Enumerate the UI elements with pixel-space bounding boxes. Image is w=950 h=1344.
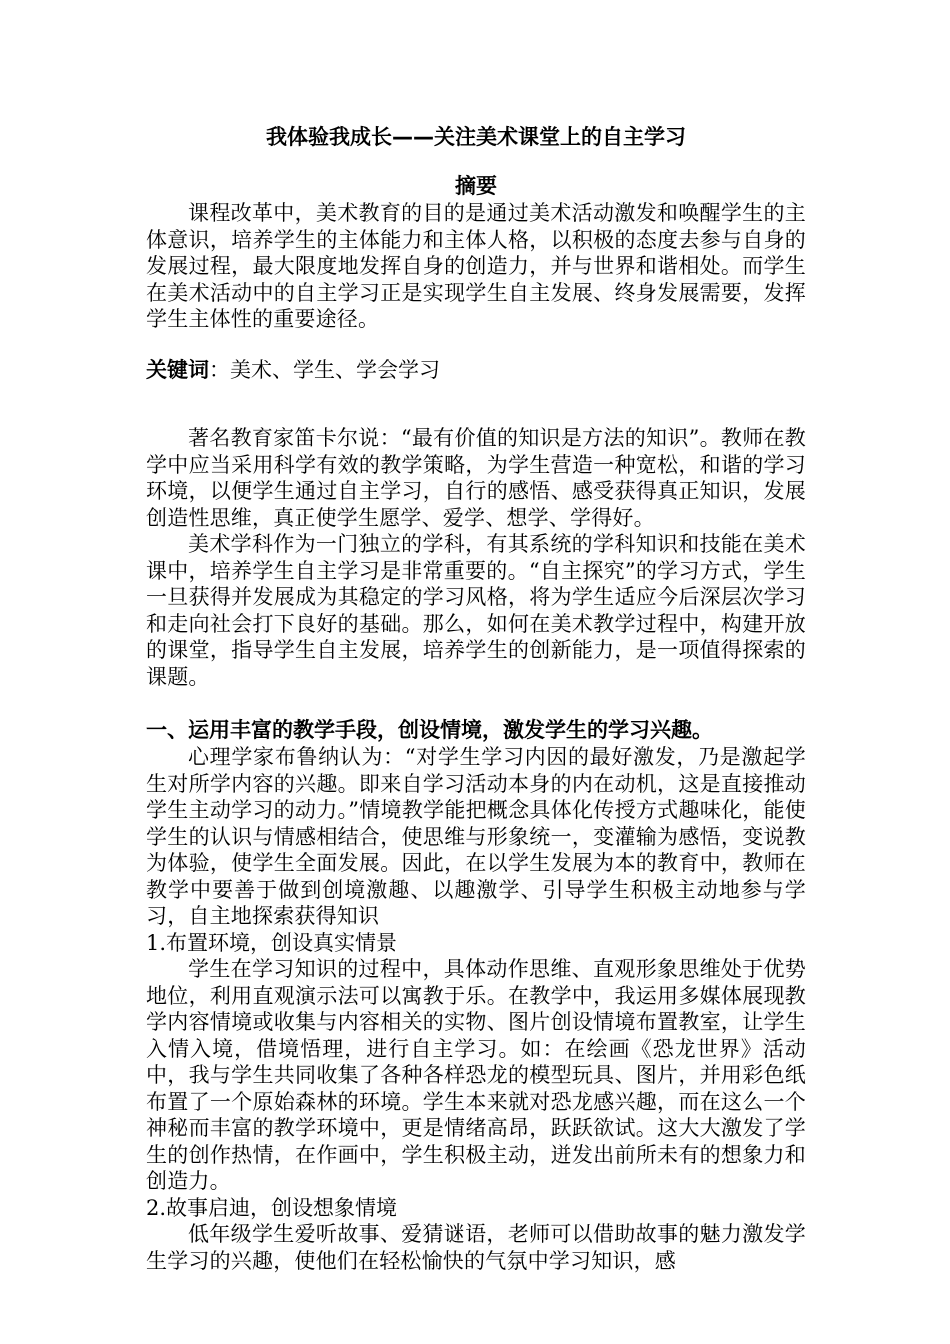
keywords-text: ：美术、学生、学会学习: [209, 357, 440, 382]
intro-paragraph: 美术学科作为一门独立的学科，有其系统的学科知识和技能在美术课中，培养学生自主学习是非常重要的。“自主探究”的学习方式，学生一旦获得并发展成为其稳定的学习风格，将为学生适应今后深层次学习和走向社会打下良好的基础。那么，如何在美术教学过程中，构建开放的课堂，指导学生自主发展，培养学生的创新能力，是一项值得探索的课题。: [146, 532, 806, 689]
keywords-line: [146, 357, 806, 384]
intro-paragraph: 著名教育家笛卡尔说：“最有价值的知识是方法的知识”。教师在教学中应当采用科学有效的教学策略，为学生营造一种宽松，和谐的学习环境，以便学生通过自主学习，自行的感悟、感受获得真正知识，发展创造性思维，真正使学生愿学、爱学、想学、学得好。: [146, 426, 806, 530]
subsection-paragraph: 低年级学生爱听故事、爱猜谜语，老师可以借助故事的魅力激发学生学习的兴趣，使他们在轻松愉快的气氛中学习知识，感: [146, 1222, 806, 1273]
document-title: 我体验我成长——关注美术课堂上的自主学习: [266, 125, 686, 149]
section-heading: 一、运用丰富的教学手段，创设情境，激发学生的学习兴趣。: [146, 718, 713, 742]
section-paragraph: 心理学家布鲁纳认为：“对学生学习内因的最好激发，乃是激起学生对所学内容的兴趣。即来自学习活动本身的内在动机，这是直接推动学生主动学习的动力。”情境教学能把概念具体化传授方式趣味化，能使学生的认识与情感相结合，使思维与形象统一，变灌输为感悟，变说教为体验，使学生全面发展。因此，在以学生发展为本的教育中，教师在教学中要善于做到创境激趣、以趣激学、引导学生积极主动地参与学习，自主地探索获得知识: [146, 745, 806, 928]
keywords-label: 关键词: [146, 357, 209, 382]
document-body: [146, 122, 806, 1274]
subsection-paragraph: 学生在学习知识的过程中，具体动作思维、直观形象思维处于优势地位，利用直观演示法可以寓教于乐。在教学中，我运用多媒体展现教学内容情境或收集与内容相关的实物、图片创设情境布置教室，让学生入情入境，借境悟理，进行自主学习。如：在绘画《恐龙世界》活动中，我与学生共同收集了各种各样恐龙的模型玩具、图片，并用彩色纸布置了一个原始森林的环境。学生本来就对恐龙感兴趣，而在这么一个神秘而丰富的教学环境中，更是情绪高昂，跃跃欲试。这大大激发了学生的创作热情，在作画中，学生积极主动，迸发出前所未有的想象力和创造力。: [146, 957, 806, 1193]
subsection-heading: 1.布置环境，创设真实情景: [146, 930, 398, 955]
abstract-paragraph: 课程改革中，美术教育的目的是通过美术活动激发和唤醒学生的主体意识，培养学生的主体能力和主体人格，以积极的态度去参与自身的发展过程，最大限度地发挥自身的创造力，并与世界和谐相处。而学生在美术活动中的自主学习正是实现学生自主发展、终身发展需要，发挥学生主体性的重要途径。: [146, 201, 806, 331]
subsection-heading: 2.故事启迪，创设想象情境: [146, 1195, 398, 1220]
abstract-heading: 摘要: [455, 174, 497, 198]
